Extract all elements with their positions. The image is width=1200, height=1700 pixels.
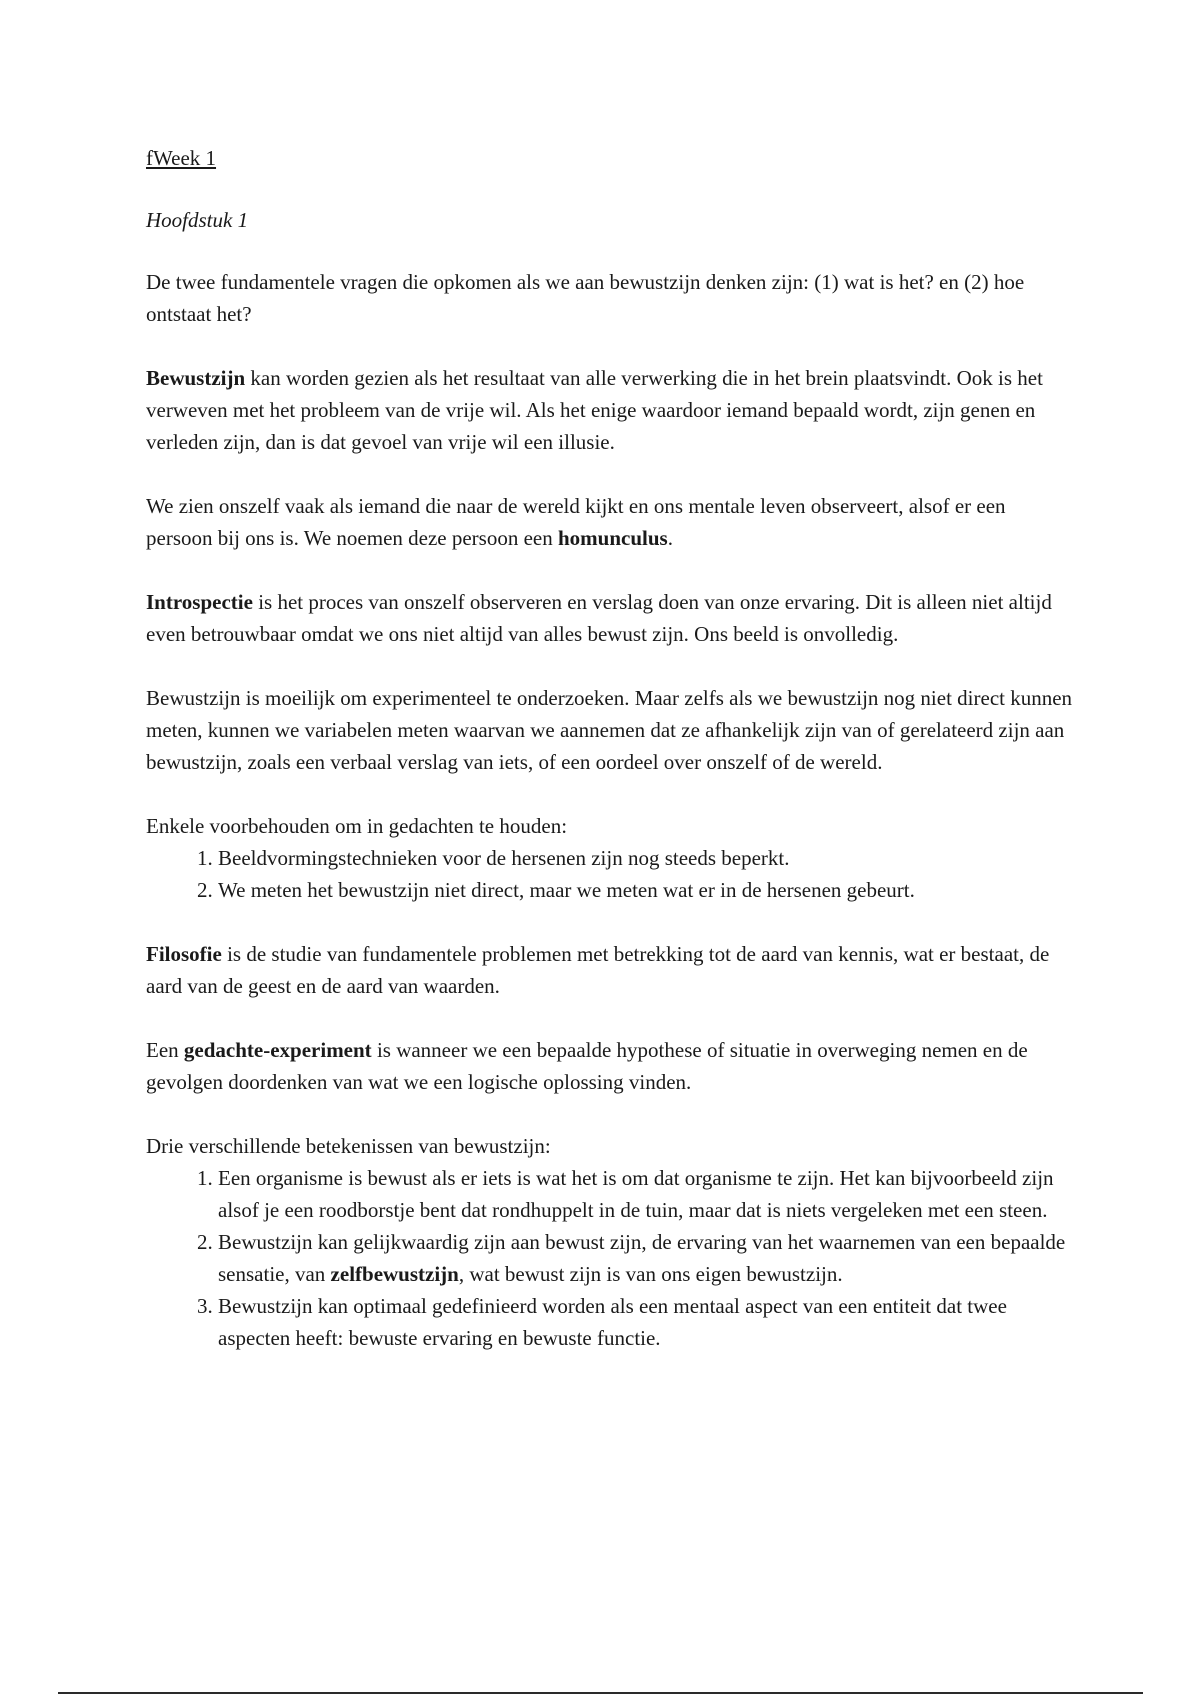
paragraph-homunculus-text: We zien onszelf vaak als iemand die naar de wereld kijkt en ons mentale leven observeert, alsof er een persoon bij ons is. We noemen deze persoon een [146,494,1006,550]
paragraph-filosofie-text: is de studie van fundamentele problemen met betrekking tot de aard van kennis, wat er bestaat, de aard van de geest en de aard van waarden. [146,942,1050,998]
list-betekenissen [146,1162,1076,1354]
paragraph-experimenteel: Bewustzijn is moeilijk om experimenteel te onderzoeken. Maar zelfs als we bewustzijn nog niet direct kunnen meten, kunnen we variabelen meten waarvan we aannemen dat ze afhankelijk zijn van of gerelateerd zijn aan bewustzijn, zoals een verbaal verslag van iets, of een oordeel over onszelf of de wereld. [146,686,1073,774]
paragraph-gedachte-experiment [146,1034,1076,1098]
paragraph-bewustzijn [146,362,1076,458]
term-homunculus: homunculus [557,526,668,550]
chapter-heading: Hoofdstuk 1 [146,208,249,232]
term-zelfbewustzijn: zelfbewustzijn [330,1262,459,1286]
list-item: 1. Beeldvormingstechnieken voor de hersenen zijn nog steeds beperkt. [218,842,1076,874]
paragraph-bewustzijn-text: kan worden gezien als het resultaat van alle verwerking die in het brein plaatsvindt. Ook is het verweven met het probleem van de vrije wil. Als het enige waardoor iemand bepaald wordt, zijn genen en verleden zijn, dan is dat gevoel van vrije wil een illusie. [146,366,1043,454]
list-item: 1. Een organisme is bewust als er iets is wat het is om dat organisme te zijn. Het kan bijvoorbeeld zijn alsof je een roodborstje bent dat rondhuppelt in de tuin, maar dat is niets vergeleken met een steen. [218,1162,1076,1226]
paragraph-introspectie-text: is het proces van onszelf observeren en verslag doen van onze ervaring. Dit is alleen niet altijd even betrouwbaar omdat we ons niet altijd van alles bewust zijn. Ons beeld is onvolledig. [146,590,1052,646]
paragraph-questions: De twee fundamentele vragen die opkomen als we aan bewustzijn denken zijn: (1) wat is het? en (2) hoe ontstaat het? [146,270,1025,326]
term-filosofie: Filosofie [146,942,222,966]
list-item: 3. Bewustzijn kan optimaal gedefinieerd worden als een mentaal aspect van een entiteit dat twee aspecten heeft: bewuste ervaring en bewuste functie. [218,1290,1076,1354]
week-heading: fWeek 1 [146,146,217,170]
page-bottom-rule [58,1692,1143,1694]
paragraph-homunculus-end: . [667,526,673,550]
list-item [218,1226,1076,1290]
document-page [146,142,1076,1386]
paragraph-homunculus [146,490,1076,554]
list-voorbehouden [146,842,1076,906]
paragraph-gedachte-experiment-text: is wanneer we een bepaalde hypothese of situatie in overweging nemen en de gevolgen doordenken van wat we een logische oplossing vinden. [146,1038,1028,1094]
list-item-text: Bewustzijn kan gelijkwaardig zijn aan bewust zijn, de ervaring van het waarnemen van een bepaalde sensatie, van [218,1230,1066,1286]
paragraph-introspectie [146,586,1076,650]
paragraph-filosofie [146,938,1076,1002]
list-intro-voorbehouden: Enkele voorbehouden om in gedachten te houden: [146,814,568,838]
term-bewustzijn: Bewustzijn [146,366,246,390]
list-item-text-end: , wat bewust zijn is van ons eigen bewustzijn. [458,1262,843,1286]
term-introspectie: Introspectie [146,590,253,614]
term-gedachte-experiment: gedachte-experiment [183,1038,372,1062]
list-item: 2. We meten het bewustzijn niet direct, maar we meten wat er in de hersenen gebeurt. [218,874,1076,906]
list-intro-betekenissen: Drie verschillende betekenissen van bewustzijn: [146,1134,551,1158]
paragraph-gedachte-experiment-start: Een [146,1038,184,1062]
